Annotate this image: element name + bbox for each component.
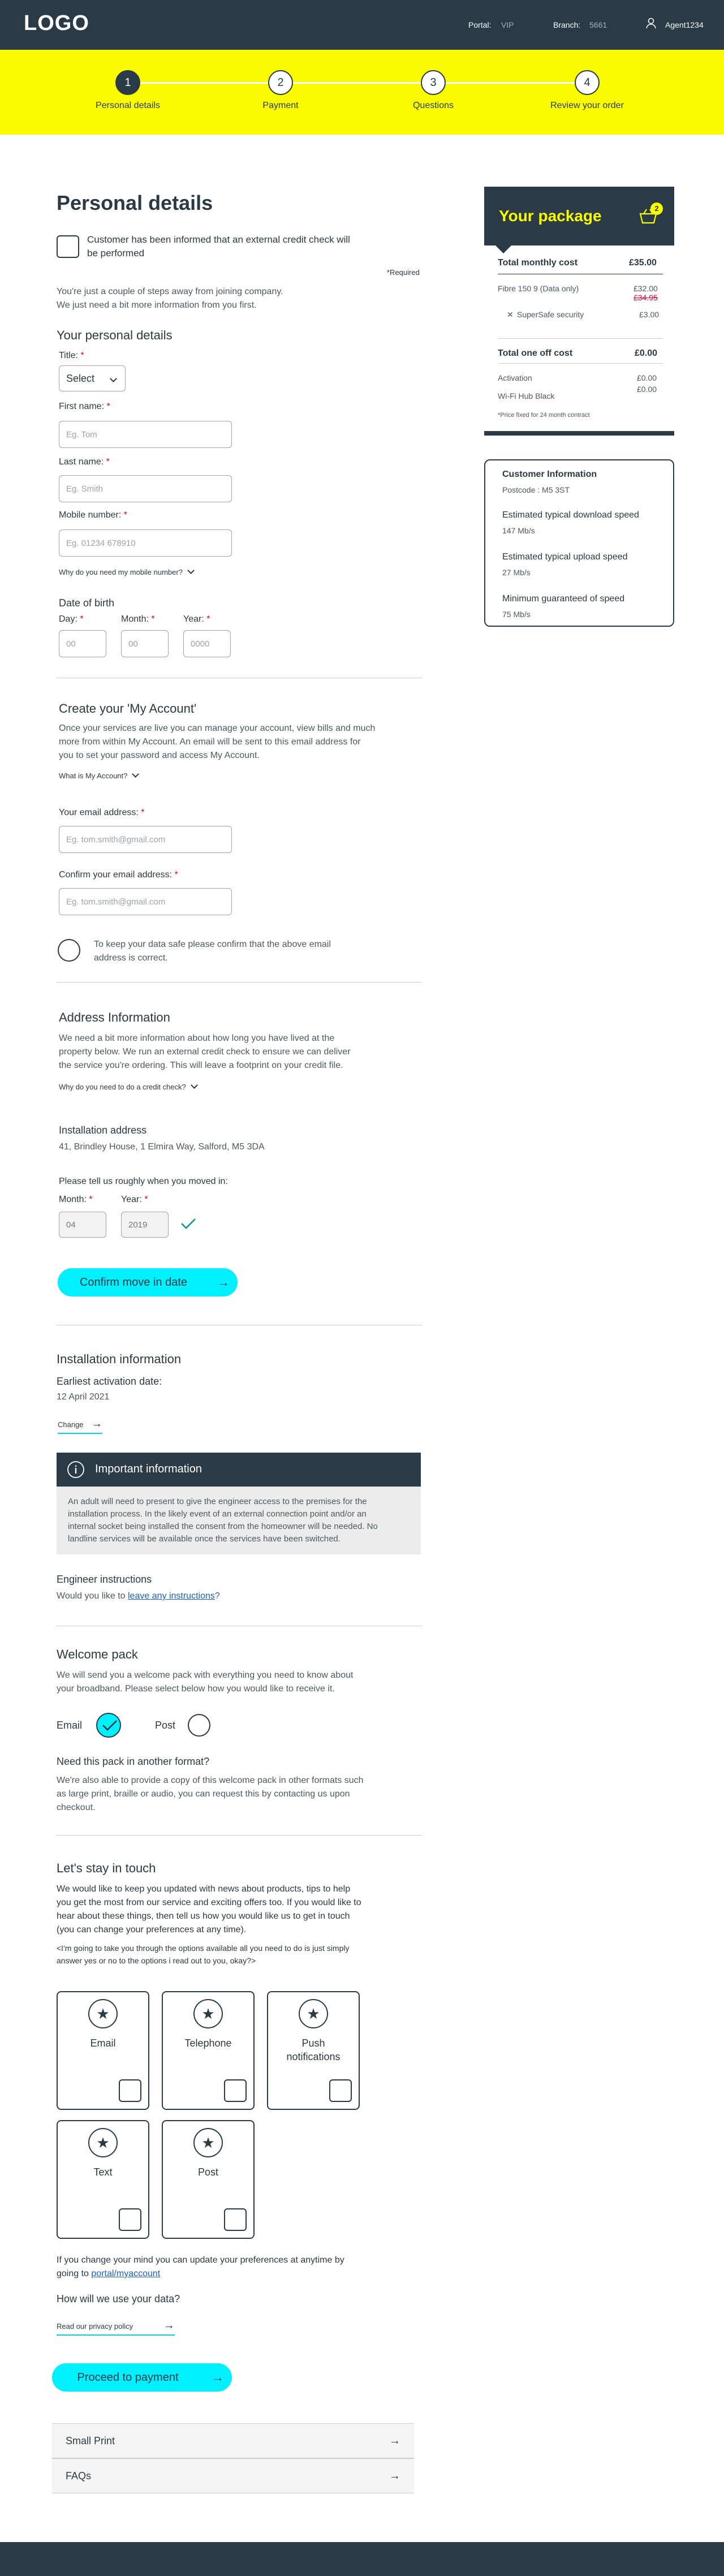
accordion-faqs[interactable] <box>52 2458 414 2493</box>
touch-body-3: hear about these things, then tell us how you would like us to get in touch <box>57 1911 350 1921</box>
privacy-policy-link[interactable]: Read our privacy policy → <box>57 2319 175 2336</box>
customer-info-title: Customer Information <box>502 469 597 479</box>
pref-card-label: Telephone <box>184 2037 232 2049</box>
change-prefs-2: going to portal/myaccount <box>57 2269 161 2278</box>
package-header-tail <box>495 245 511 253</box>
oneoff-cost-value: £0.00 <box>635 348 658 358</box>
portal-value: VIP <box>501 20 514 29</box>
day-input[interactable]: 00 <box>59 630 106 657</box>
welcome-post-radio[interactable] <box>188 1714 210 1737</box>
portal-label: Portal: <box>468 20 492 29</box>
important-info-header <box>57 1453 421 1487</box>
installation-address-label: Installation address <box>59 1125 147 1136</box>
important-info-title: Important information <box>95 1463 202 1475</box>
monthly-cost-label: Total monthly cost <box>498 258 578 268</box>
moved-in-label: Please tell us roughly when you moved in: <box>59 1177 228 1186</box>
important-info-body <box>57 1487 421 1554</box>
confirm-email-label: Confirm your email address: * <box>59 870 178 880</box>
engineer-question: Would you like to leave any instructions? <box>57 1591 220 1601</box>
personal-section-title: Your personal details <box>57 328 173 342</box>
confirm-email-input[interactable]: Eg. tom.smith@gmail.com <box>59 888 232 915</box>
star-icon: ★ <box>88 2128 118 2157</box>
intro-line-2: We just need a bit more information from you first. <box>57 300 257 310</box>
arrow-right-icon: → <box>389 2434 400 2447</box>
arrow-right-icon: → <box>212 2370 224 2384</box>
confirm-move-in-button[interactable] <box>58 1268 238 1296</box>
step-4-label: Review your order <box>550 101 624 110</box>
first-name-input[interactable]: Eg. Tom <box>59 421 232 448</box>
activation-label: Activation <box>498 373 532 382</box>
pref-card-post[interactable] <box>162 2120 255 2239</box>
account-title: Create your 'My Account' <box>59 701 197 716</box>
portal-account-link[interactable]: portal/myaccount <box>91 2269 161 2278</box>
accordion-label: Small Print <box>66 2435 115 2446</box>
supersafe-label: SuperSafe security <box>517 310 584 319</box>
star-icon: ★ <box>193 2128 223 2157</box>
step-3-circle[interactable]: 3 <box>421 70 446 95</box>
upload-speed-value: 27 Mb/s <box>502 568 531 577</box>
change-prefs-1: If you change your mind you can update your preferences at anytime by <box>57 2255 344 2265</box>
chevron-down-icon <box>110 375 117 382</box>
dob-title: Date of birth <box>59 597 115 609</box>
welcome-email-label: Email <box>57 1720 83 1731</box>
confirm-move-in-label: Confirm move in date <box>79 1276 188 1289</box>
branch-value: 5661 <box>589 20 607 29</box>
agent-name[interactable]: Agent1234 <box>665 20 704 29</box>
title-select[interactable] <box>59 365 126 391</box>
chevron-down-icon <box>132 770 140 778</box>
hub-label: Wi-Fi Hub Black <box>498 391 555 400</box>
move-month-input[interactable]: 04 <box>59 1212 106 1238</box>
accordion-small-print[interactable] <box>52 2423 414 2458</box>
title-select-value: Select <box>66 372 95 384</box>
upload-speed-label: Estimated typical upload speed <box>502 552 628 562</box>
account-body-3: you to set your password and access My Account. <box>59 751 260 760</box>
change-date-link[interactable]: Change → <box>58 1418 102 1434</box>
mobile-label: Mobile number: * <box>59 510 127 520</box>
activation-value: £0.00 <box>637 373 657 382</box>
pref-card-push[interactable] <box>267 1991 360 2110</box>
confirm-email-radio[interactable] <box>58 939 80 962</box>
data-use-title: How will we use your data? <box>57 2293 180 2304</box>
pref-card-text[interactable] <box>57 2120 149 2239</box>
progress-stepper <box>0 50 724 135</box>
last-name-label: Last name: * <box>59 457 110 467</box>
touch-body-2: you get the most from our service and exciting offers too. If you would like to <box>57 1898 361 1907</box>
star-icon: ★ <box>193 1999 223 2028</box>
other-format-title: Need this pack in another format? <box>57 1756 210 1767</box>
account-body-2: more from within My Account. An email will be sent to this email address for <box>59 737 361 747</box>
step-2-label: Payment <box>262 101 299 110</box>
welcome-body-2: your broadband. Please select below how you would like to receive it. <box>57 1684 335 1694</box>
pref-email-checkbox[interactable] <box>119 2079 141 2102</box>
info-icon <box>67 1461 85 1481</box>
pref-push-checkbox[interactable] <box>329 2079 352 2102</box>
year-label: Year: * <box>183 614 210 624</box>
email-input[interactable]: Eg. tom.smith@gmail.com <box>59 826 232 853</box>
pref-card-label: Push notifications <box>286 2037 341 2062</box>
stepper-line <box>128 82 587 84</box>
address-body-1: We need a bit more information about how long you have lived at the <box>59 1033 335 1043</box>
confirm-email-text-1: To keep your data safe please confirm that the above email <box>94 940 331 949</box>
pref-telephone-checkbox[interactable] <box>224 2079 247 2102</box>
move-year-label: Year: * <box>121 1195 148 1204</box>
intro-line-1: You're just a couple of steps away from joining company. <box>57 287 283 296</box>
chevron-down-icon <box>191 1082 198 1089</box>
pref-text-checkbox[interactable] <box>119 2208 141 2231</box>
pref-card-label: Email <box>90 2037 116 2049</box>
supersafe-value: £3.00 <box>639 310 660 319</box>
arrow-right-icon: → <box>163 2319 175 2332</box>
step-1-circle[interactable]: 1 <box>115 70 140 95</box>
user-icon[interactable] <box>645 17 657 32</box>
email-label: Your email address: * <box>59 808 145 817</box>
fibre-value: £32.00 <box>634 284 658 293</box>
oneoff-cost-label: Total one off cost <box>498 348 573 358</box>
agent-script-1: <I'm going to take you through the options available all you need to do is just simply <box>57 1944 350 1953</box>
address-body-2: property below. We run an external credit check to ensure we can deliver <box>59 1047 351 1057</box>
star-icon: ★ <box>299 1999 328 2028</box>
price-fixed-note: *Price fixed for 24 month contract <box>498 412 590 419</box>
other-format-body-1: We're also able to provide a copy of this welcome pack in other formats such <box>57 1776 364 1785</box>
welcome-post-label: Post <box>155 1720 176 1731</box>
hub-value: £0.00 <box>637 385 657 394</box>
customer-postcode: Postcode : M5 3ST <box>502 485 570 494</box>
move-month-label: Month: * <box>59 1195 93 1204</box>
top-bar <box>0 0 724 50</box>
pref-card-label: Post <box>197 2166 219 2178</box>
pref-card-email[interactable] <box>57 1991 149 2110</box>
chevron-down-icon <box>187 567 195 574</box>
important-line-2: installation process. In the likely event of an external connection point and/or an <box>68 1509 367 1519</box>
installation-address-value: 41, Brindley House, 1 Elmira Way, Salford, M5 3DA <box>59 1142 265 1152</box>
star-icon: ★ <box>88 1999 118 2028</box>
package-header <box>484 187 674 245</box>
important-line-1: An adult will need to present to give the engineer access to the premises for the <box>68 1497 367 1506</box>
monthly-cost-value: £35.00 <box>629 258 657 268</box>
other-format-body-2: as large print, braille or audio, you can request this by contacting us upon <box>57 1789 350 1799</box>
pref-card-telephone[interactable] <box>162 1991 255 2110</box>
earliest-activation-value: 12 April 2021 <box>57 1392 110 1402</box>
month-label: Month: * <box>121 614 155 624</box>
proceed-label: Proceed to payment <box>77 2371 179 2384</box>
close-icon[interactable]: ✕ <box>507 310 514 319</box>
checkmark-icon <box>97 1714 120 1737</box>
required-note: *Required <box>387 268 420 277</box>
leave-instructions-link[interactable]: leave any instructions <box>128 1591 215 1601</box>
touch-body-4: (you can change your preferences at any time). <box>57 1925 247 1935</box>
other-format-body-3: checkout. <box>57 1803 96 1812</box>
welcome-email-radio[interactable] <box>96 1713 121 1738</box>
year-input[interactable]: 0000 <box>183 630 231 657</box>
last-name-input[interactable]: Eg. Smith <box>59 475 232 502</box>
branch-label: Branch: <box>553 20 581 29</box>
fibre-label: Fibre 150 9 (Data only) <box>498 284 579 293</box>
important-line-3: internal socket being installed the consent from the homeowner will be needed. No <box>68 1522 378 1531</box>
footer <box>0 2542 724 2576</box>
credit-check-checkbox[interactable] <box>57 235 79 258</box>
address-title: Address Information <box>59 1010 170 1024</box>
engineer-title: Engineer instructions <box>57 1574 152 1585</box>
proceed-to-payment-button[interactable] <box>52 2363 232 2392</box>
pref-card-label: Text <box>93 2166 113 2178</box>
earliest-activation-label: Earliest activation date: <box>57 1376 162 1387</box>
cart-count-badge: 2 <box>650 203 663 215</box>
package-footer-bar <box>484 431 674 436</box>
arrow-right-icon: → <box>217 1275 230 1289</box>
divider <box>57 1835 422 1836</box>
account-body-1: Once your services are live you can manage your account, view bills and much <box>59 723 376 733</box>
title-label: Title: * <box>59 351 84 360</box>
page-title: Personal details <box>57 191 213 214</box>
min-speed-value: 75 Mb/s <box>502 610 531 619</box>
confirm-email-text-2: address is correct. <box>94 953 168 963</box>
logo[interactable]: LOGO <box>24 11 89 35</box>
touch-body-1: We would like to keep you updated with news about products, tips to help <box>57 1884 351 1894</box>
touch-title: Let's stay in touch <box>57 1861 156 1875</box>
package-title: Your package <box>499 207 602 225</box>
download-speed-label: Estimated typical download speed <box>502 510 639 520</box>
divider <box>498 338 663 339</box>
day-label: Day: * <box>59 614 84 624</box>
why-credit-check-toggle[interactable]: Why do you need to do a credit check? <box>59 1083 197 1091</box>
download-speed-value: 147 Mb/s <box>502 526 535 535</box>
first-name-label: First name: * <box>59 402 110 411</box>
divider <box>57 982 422 983</box>
month-input[interactable]: 00 <box>121 630 169 657</box>
address-body-3: the service you're ordering. This will leave a footprint on your credit file. <box>59 1061 343 1070</box>
credit-check-text: Customer has been informed that an external credit check will be performed <box>87 234 350 259</box>
step-2-circle[interactable]: 2 <box>268 70 293 95</box>
pref-post-checkbox[interactable] <box>224 2208 247 2231</box>
checkmark-icon <box>180 1217 197 1233</box>
min-speed-label: Minimum guaranteed of speed <box>502 594 625 604</box>
agent-script-2: answer yes or no to the options i read out to you, okay?> <box>57 1956 256 1965</box>
arrow-right-icon: → <box>91 1418 103 1430</box>
mobile-input[interactable]: Eg. 01234 678910 <box>59 529 232 557</box>
step-4-circle[interactable]: 4 <box>575 70 600 95</box>
welcome-title: Welcome pack <box>57 1647 138 1661</box>
step-1-label: Personal details <box>96 101 160 110</box>
arrow-right-icon: → <box>389 2469 400 2482</box>
welcome-body-1: We will send you a welcome pack with everything you need to know about <box>57 1670 354 1680</box>
fibre-old-price: £34.95 <box>634 293 658 302</box>
customer-info-card <box>484 459 674 627</box>
mobile-why-toggle[interactable]: Why do you need my mobile number? <box>59 568 193 576</box>
what-is-account-toggle[interactable]: What is My Account? <box>59 772 138 780</box>
installation-title: Installation information <box>57 1352 182 1366</box>
move-year-input[interactable]: 2019 <box>121 1212 169 1238</box>
step-3-label: Questions <box>412 101 454 110</box>
accordion-label: FAQs <box>66 2470 92 2482</box>
important-line-4: landline services will be available once the services have been switched. <box>68 1534 341 1544</box>
divider <box>498 363 663 364</box>
